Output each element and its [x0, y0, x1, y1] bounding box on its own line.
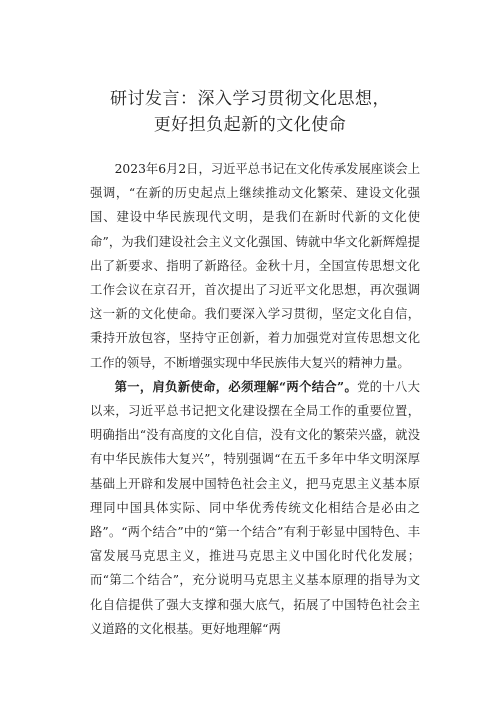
paragraph-1: 2023年6月2日，习近平总书记在文化传承发展座谈会上强调，“在新的历史起点上继续推动文化繁荣、建设文化强国、建设中华民族现代文明，是我们在新时代新的文化使命”，为我们建设社会主义文化强国、铸就中华文化新辉煌提出了新要求、指明了新路径。金秋十月，全国宣传思想文化工作会议在京召开，首次提出了习近平文化思想，再次强调这一新的文化使命。我们要深入学习贯彻，坚定文化自信，秉持开放包容，坚持守正创新，着力加强党对宣传思想文化工作的领导，不断增强实现中华民族伟大复兴的精神力量。	[90, 162, 420, 370]
paragraph-2-lead: 第一，肩负新使命，必须理解“两个结合”。	[114, 378, 358, 394]
paragraph-2-body: 党的十八大以来，习近平总书记把文化建设摆在全局工作的重要位置，明确指出“没有高度的文化自信，没有文化的繁荣兴盛，就没有中华民族伟大复兴”，特别强调“在五千多年中华文明深厚基础上开辟和发展中国特色社会主义，把马克思主义基本原理同中国具体实际、同中华优秀传统文化相结合是必由之路”。“两个结合”中的“第一个结合”有利于彰显中国特色、丰富发展马克思主义，推进马克思主义中国化时代化发展；而“第二个结合”，充分说明马克思主义基本原理的指导为文化自信提供了强大支撑和强大底气，拓展了中国特色社会主义道路的文化根基。更好地理解“两	[90, 379, 420, 636]
paragraph-2	[90, 375, 420, 641]
document-title-line-2: 更好担负起新的文化使命	[153, 115, 347, 135]
document-body	[90, 157, 420, 641]
document-title-line-1: 研讨发言：深入学习贯彻文化思想，	[110, 89, 390, 109]
